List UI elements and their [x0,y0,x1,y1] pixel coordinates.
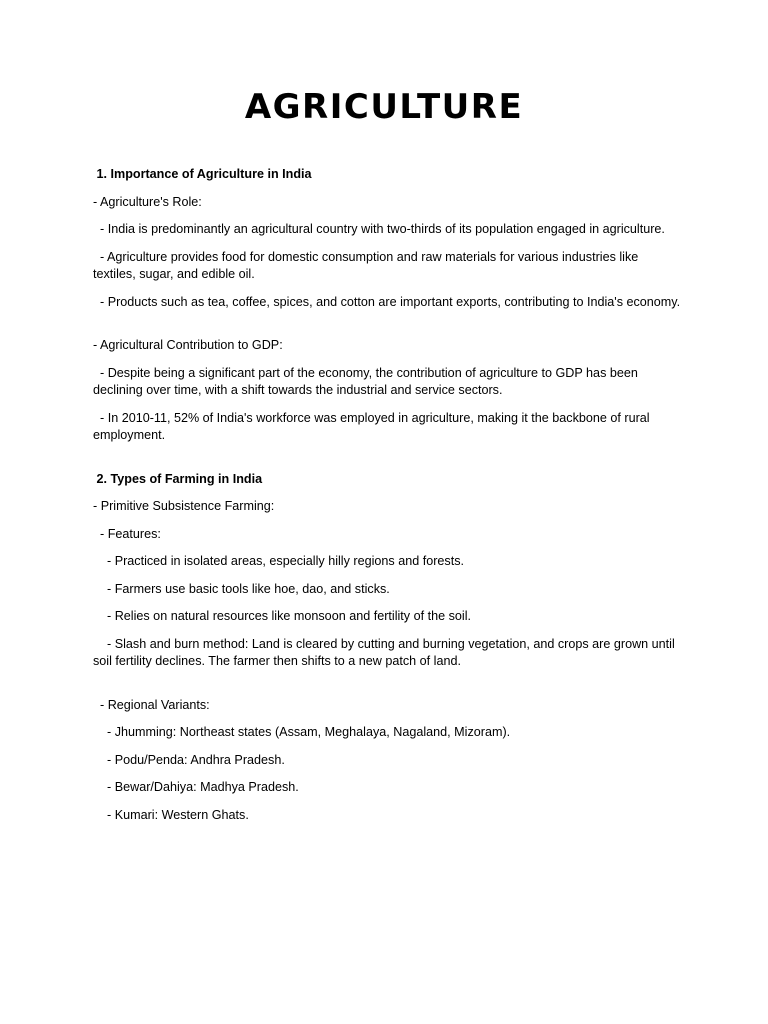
section-heading: 2. Types of Farming in India [93,471,263,486]
subsection-label: - Agricultural Contribution to GDP: [93,338,283,352]
document-title: AGRICULTURE [244,87,524,127]
bullet-item: - India is predominantly an agricultural country with two-thirds of its population engaged in agriculture. [93,222,665,236]
subsection-label: - Agriculture's Role: [93,194,202,209]
bullet-item: - Practiced in isolated areas, especially hilly regions and forests. [93,554,464,568]
document-body [93,166,683,834]
bullet-item: - Kumari: Western Ghats. [93,807,249,822]
bullet-item: - Bewar/Dahiya: Madhya Pradesh. [93,780,299,794]
bullet-item: - Podu/Penda: Andhra Pradesh. [93,752,285,767]
bullet-item: - Farmers use basic tools like hoe, dao, and sticks. [93,581,390,596]
bullet-item: - Agriculture provides food for domestic consumption and raw materials for various industries like textiles, sugar, and edible oil. [93,249,642,281]
bullet-item: - Jhumming: Northeast states (Assam, Meghalaya, Nagaland, Mizoram). [93,725,511,739]
bullet-item: - Despite being a significant part of the economy, the contribution of agriculture to GDP has been declining over time, with a shift towards the industrial and service sectors. [93,365,642,397]
bullet-item: - Products such as tea, coffee, spices, and cotton are important exports, contributing to India's economy. [93,294,681,309]
subsection-label: - Primitive Subsistence Farming: [93,499,275,513]
bullet-item: - Relies on natural resources like monsoon and fertility of the soil. [93,609,471,623]
bullet-item: - In 2010-11, 52% of India's workforce was employed in agriculture, making it the backbone of rural employment. [93,410,654,442]
subsection-label: - Regional Variants: [93,697,210,712]
section-heading: 1. Importance of Agriculture in India [93,167,312,181]
bullet-item: - Features: [93,526,161,541]
bullet-item: - Slash and burn method: Land is cleared by cutting and burning vegetation, and crops are grown until soil fertility declines. The farmer then shifts to a new patch of land. [93,636,679,668]
